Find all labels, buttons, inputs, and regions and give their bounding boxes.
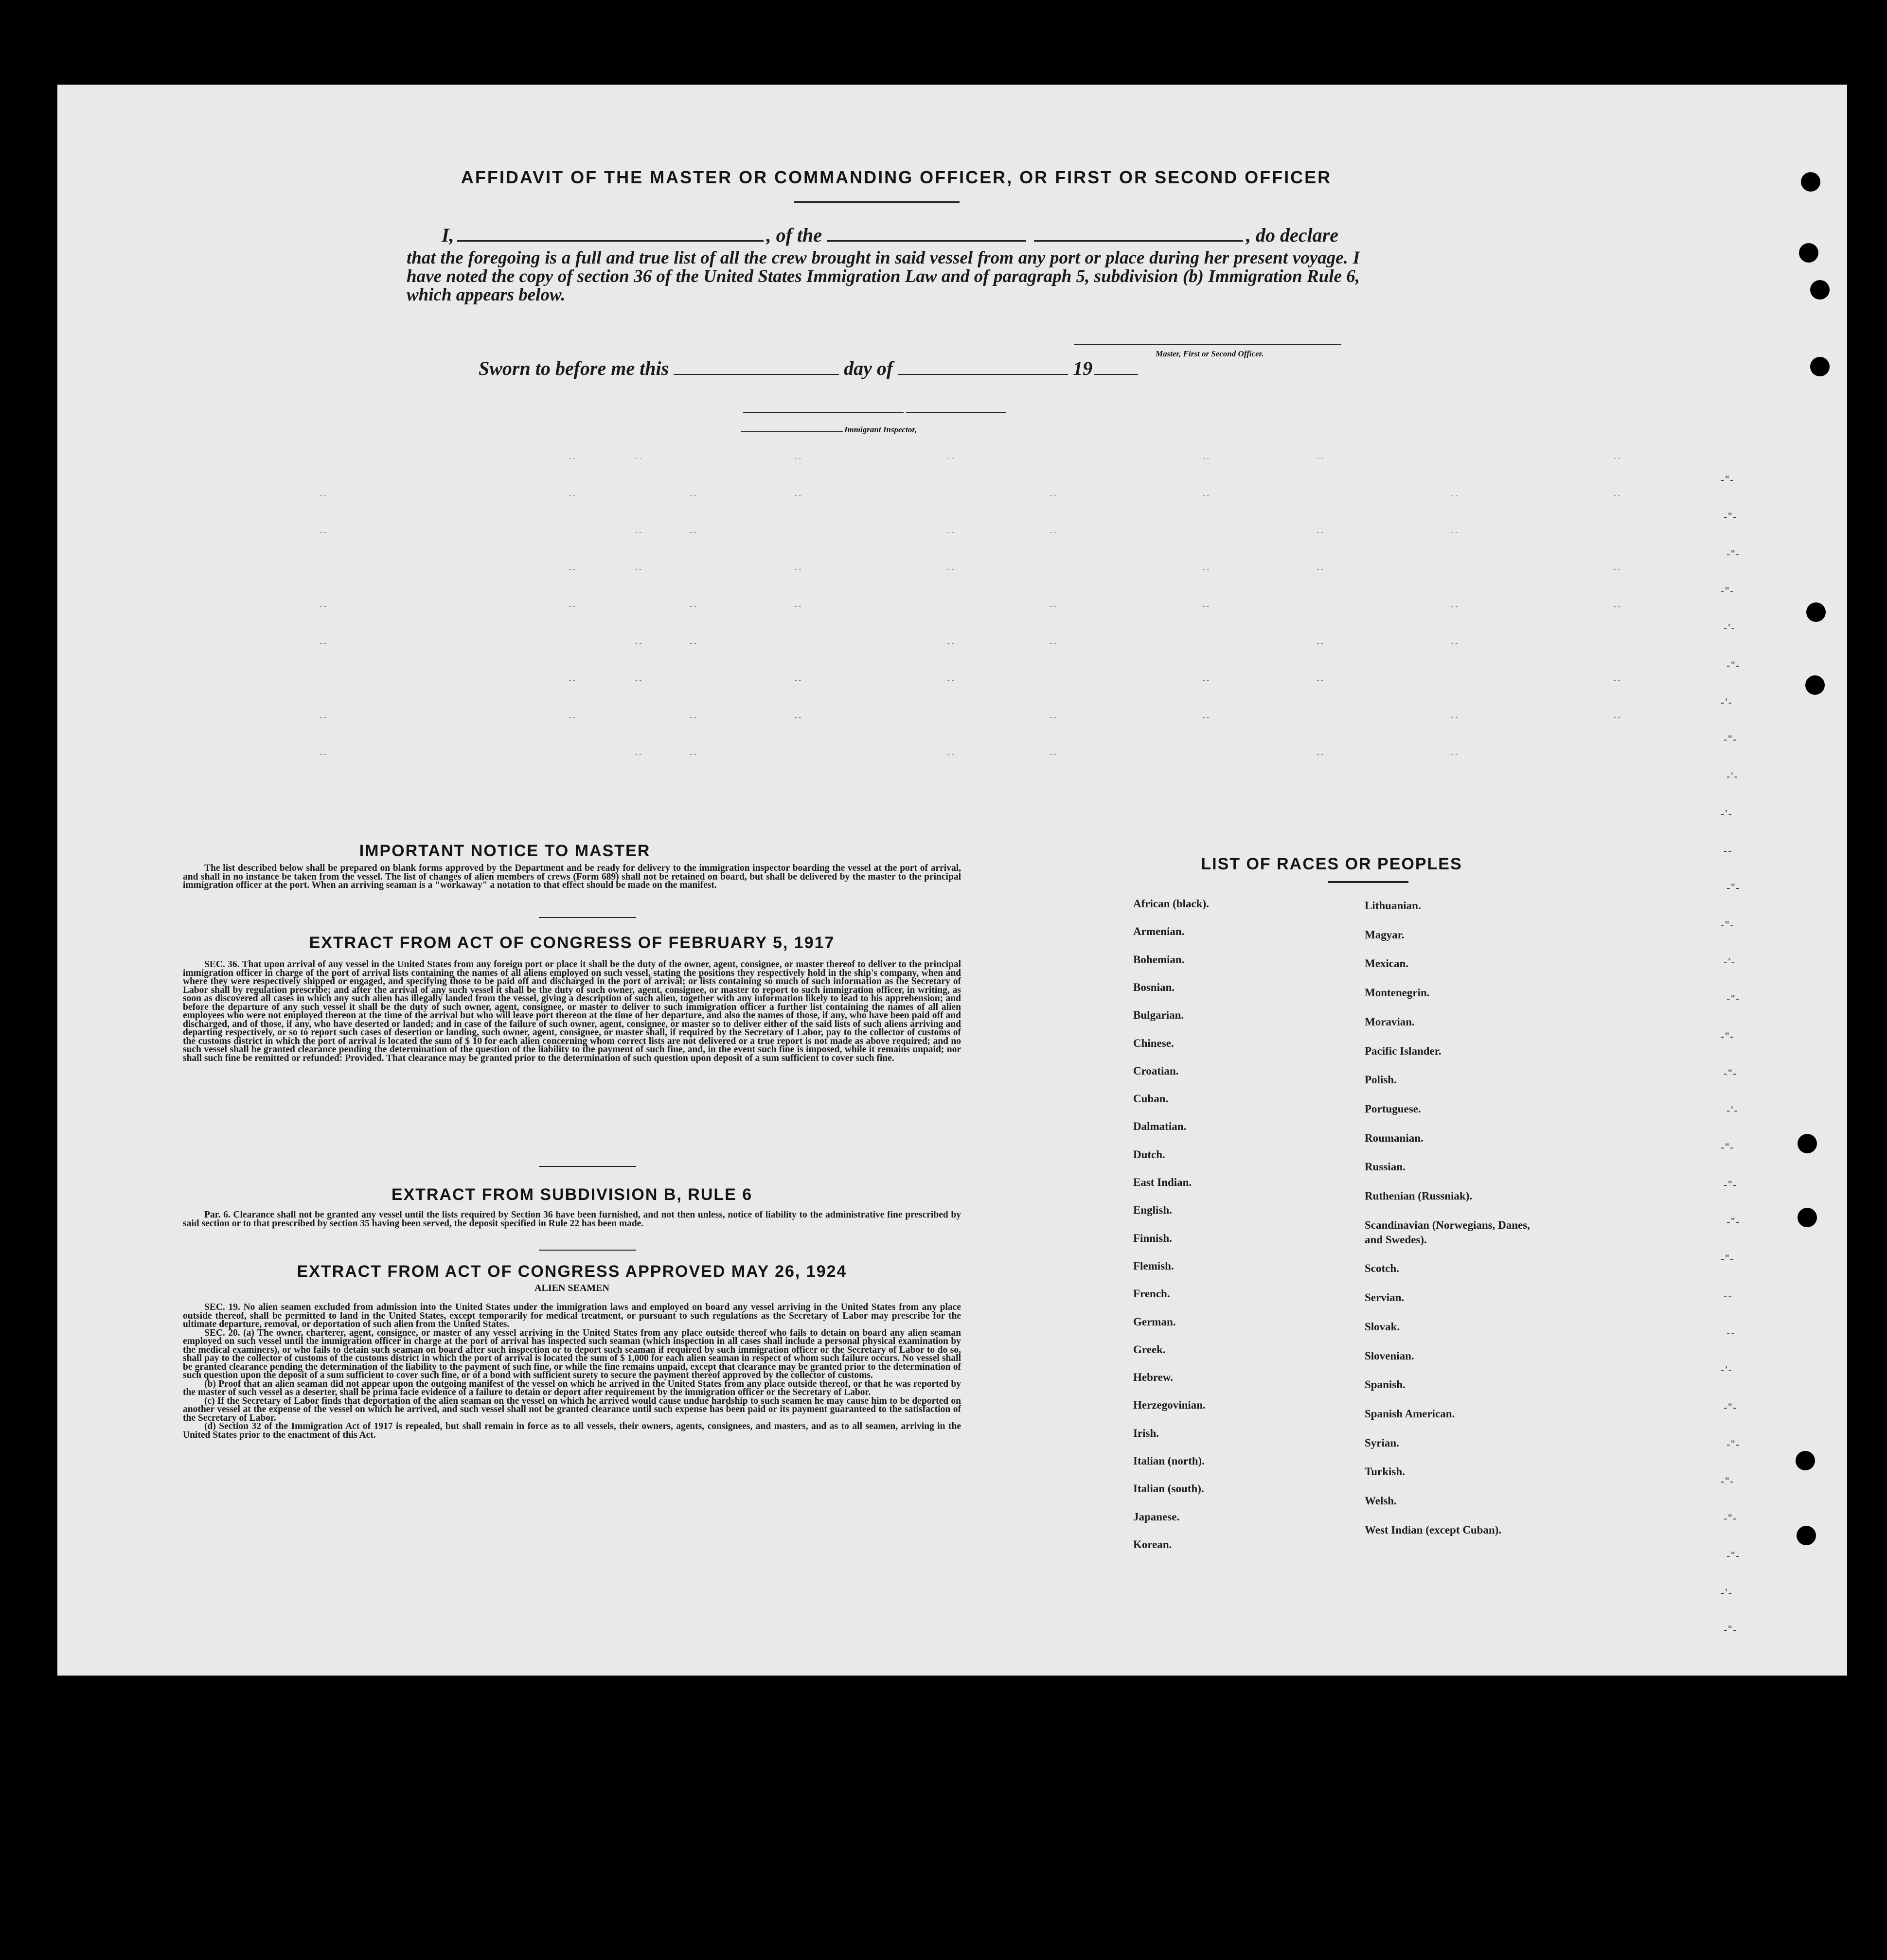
extract-1917-divider xyxy=(539,1166,636,1167)
binder-hole xyxy=(1799,243,1818,263)
ditto-mark: -'- xyxy=(1721,1364,1733,1377)
faint-tick: - - xyxy=(1050,750,1056,758)
ditto-mark: -"- xyxy=(1727,993,1741,1006)
ditto-mark: -'- xyxy=(1721,1587,1733,1599)
sworn-year-field[interactable] xyxy=(1094,374,1138,375)
sworn-label: Sworn to before me this xyxy=(479,357,669,379)
inspector-line-a[interactable] xyxy=(743,412,904,413)
race-item: Dutch. xyxy=(1133,1148,1165,1161)
binder-hole xyxy=(1810,357,1830,376)
sworn-line xyxy=(479,359,1138,378)
rule-6-text xyxy=(183,1211,961,1228)
ditto-mark: -"- xyxy=(1721,1253,1735,1265)
faint-tick: - - xyxy=(1050,491,1056,499)
race-item: African (black). xyxy=(1133,898,1209,910)
race-item: Dalmatian. xyxy=(1133,1120,1187,1133)
binder-hole xyxy=(1801,172,1820,192)
race-item: Finnish. xyxy=(1133,1232,1172,1244)
faint-tick: - - xyxy=(1317,528,1324,536)
extract-1917-title: EXTRACT FROM ACT OF CONGRESS OF FEBRUARY 5, 1917 xyxy=(309,934,835,952)
faint-tick: - - xyxy=(947,750,954,758)
faint-tick: - - xyxy=(1317,565,1324,573)
ditto-mark: -"- xyxy=(1724,733,1738,746)
ditto-mark: -'- xyxy=(1727,1104,1739,1117)
faint-tick: - - xyxy=(635,454,642,462)
ditto-mark: -- xyxy=(1724,845,1733,857)
faint-tick: - - xyxy=(320,639,327,647)
notice-text xyxy=(183,864,961,890)
faint-tick: - - xyxy=(569,676,576,684)
inspector-line-b[interactable] xyxy=(906,412,1006,413)
faint-tick: - - xyxy=(1614,713,1620,721)
section-19-paragraph: SEC. 19. No alien seamen excluded from admission into the United States under the immigration laws and employed on board any vessel arriving in the United States from any place outside thereof, shall be permitted to land in the United States, except temporarily for medical treatment, or pursuant to such regulations as the Secretary of Labor may prescribe for the ultimate departure, removal, or deportation of such alien from the United States. xyxy=(183,1302,961,1329)
race-item: Armenian. xyxy=(1133,925,1185,938)
faint-tick: - - xyxy=(569,713,576,721)
faint-tick: - - xyxy=(947,639,954,647)
faint-tick: - - xyxy=(690,639,696,647)
faint-tick: - - xyxy=(690,713,696,721)
race-item: Italian (south). xyxy=(1133,1483,1204,1495)
faint-tick: - - xyxy=(569,454,576,462)
race-item: Montenegrin. xyxy=(1365,987,1430,999)
faint-tick: - - xyxy=(569,565,576,573)
faint-tick: - - xyxy=(1317,454,1324,462)
binder-hole xyxy=(1797,1526,1816,1545)
race-item: Scotch. xyxy=(1365,1262,1399,1275)
race-item: East Indian. xyxy=(1133,1176,1192,1188)
faint-tick: - - xyxy=(1050,639,1056,647)
faint-tick: - - xyxy=(1451,528,1458,536)
race-item: Ruthenian (Russniak). xyxy=(1365,1190,1473,1202)
races-underline xyxy=(1328,881,1408,883)
ditto-mark: -"- xyxy=(1721,474,1735,486)
faint-tick: - - xyxy=(569,602,576,610)
ditto-mark: -- xyxy=(1724,1289,1733,1302)
faint-tick: - - xyxy=(320,528,327,536)
faint-tick: - - xyxy=(1317,639,1324,647)
form-page xyxy=(57,85,1847,1676)
inspector-label: Immigrant Inspector, xyxy=(844,425,917,434)
ditto-mark: -'- xyxy=(1721,696,1733,708)
ditto-mark: -"- xyxy=(1727,1216,1741,1228)
faint-tick: - - xyxy=(690,491,696,499)
faint-tick: - - xyxy=(1451,750,1458,758)
inspector-line-c[interactable] xyxy=(741,431,843,432)
race-item: Irish. xyxy=(1133,1427,1159,1439)
faint-tick: - - xyxy=(1050,528,1056,536)
faint-tick: - - xyxy=(1451,639,1458,647)
binder-hole xyxy=(1798,1208,1817,1227)
race-item: Cuban. xyxy=(1133,1093,1169,1105)
declare-label: , do declare xyxy=(1246,224,1338,246)
race-item: Bohemian. xyxy=(1133,953,1185,966)
faint-tick: - - xyxy=(690,750,696,758)
faint-tick: - - xyxy=(1203,491,1210,499)
year-prefix: 19 xyxy=(1073,357,1093,379)
faint-tick: - - xyxy=(795,454,801,462)
faint-tick: - - xyxy=(1451,602,1458,610)
faint-tick: - - xyxy=(1451,491,1458,499)
faint-tick: - - xyxy=(795,676,801,684)
race-item: Greek. xyxy=(1133,1343,1166,1356)
ditto-mark: -'- xyxy=(1724,622,1736,635)
binder-hole xyxy=(1796,1451,1815,1470)
ditto-mark: -"- xyxy=(1727,1549,1741,1562)
signature-label: Master, First or Second Officer. xyxy=(1156,349,1264,358)
race-item: Slovak. xyxy=(1365,1320,1400,1333)
notice-title: IMPORTANT NOTICE TO MASTER xyxy=(359,842,651,860)
race-item: Hebrew. xyxy=(1133,1371,1173,1384)
faint-tick: - - xyxy=(1317,750,1324,758)
ditto-mark: -"- xyxy=(1727,1438,1741,1450)
race-item: Welsh. xyxy=(1365,1495,1397,1507)
race-item: Moravian. xyxy=(1365,1015,1415,1028)
title-underline xyxy=(794,201,960,203)
faint-tick: - - xyxy=(1317,676,1324,684)
extract-1924-title: EXTRACT FROM ACT OF CONGRESS APPROVED MAY 26, 1924 xyxy=(297,1262,847,1281)
race-item: Japanese. xyxy=(1133,1510,1180,1523)
race-item: Spanish American. xyxy=(1365,1407,1455,1420)
races-title: LIST OF RACES OR PEOPLES xyxy=(1201,855,1462,873)
race-item: Magyar. xyxy=(1365,928,1405,941)
section-20d-paragraph: (d) Section 32 of the Immigration Act of 1917 is repealed, but shall remain in force as to all vessels, their owners, agents, consignees, and masters, and as to all seamen, arriving in the United States prior to the enactment of this Act. xyxy=(183,1421,961,1440)
binder-hole xyxy=(1798,1134,1817,1153)
race-item: Polish. xyxy=(1365,1074,1397,1086)
extract-1917-text xyxy=(183,960,961,1062)
faint-tick: - - xyxy=(1451,713,1458,721)
race-item: French. xyxy=(1133,1288,1170,1300)
affidavit-body: that the foregoing is a full and true list of all the crew brought in said vessel from any port or place during her present voyage. I have noted the copy of section 36 of the United States Immigration Law and of paragraph 5, subdivision (b) Immigration Rule 6, which appears below. xyxy=(407,248,1360,305)
section-20a-paragraph: SEC. 20. (a) The owner, charterer, agent, consignee, or master of any vessel arriving in the United States from any place outside thereof who fails to detain on board any alien seaman employed on such vessel until the immigration officer in charge at the port of arrival has inspected such seaman (which inspection in all cases shall include a personal physical examination by the medical examiners), or who fails to detain such seaman on board after such inspection or to deport such seaman if required by such immigration officer or the Secretary of Labor to do so, shall pay to the collector of customs of the customs district in which the port of arrival is located the sum of $ 1,000 for each alien seaman in respect of whom such failure occurs. No vessel shall be granted clearance pending the determination of the liability to the payment of such fine, or while the fine remains unpaid, except that clearance may be granted prior to the determination of such question upon the deposit of a sum sufficient to cover such fine, or of a bond with sufficient surety to secure the payment thereof approved by the collector of customs. xyxy=(183,1327,961,1380)
ditto-mark: -"- xyxy=(1724,1512,1738,1525)
faint-tick: - - xyxy=(690,602,696,610)
extract-1924-text xyxy=(183,1303,961,1439)
ditto-mark: -"- xyxy=(1721,1141,1735,1154)
section-36-paragraph: SEC. 36. That upon arrival of any vessel in the United States from any foreign port or place it shall be the duty of the owner, agent, consignee, or master thereof to deliver to the principal immigration officer in charge of the port of arrival lists containing the names of all aliens employed on such vessel, stating the positions they respectively hold in the ship's company, when and where they were respectively shipped or engaged, and specifying those to be paid off and discharged in the port of arrival; or lists containing so much of such information as the Secretary of Labor shall by regulation prescribe; and after the arrival of any such vessel it shall be the duty of such owner, agent, consignee, or master to report to such immigration officer, in writing, as soon as discovered all cases in which any such alien has illegally landed from the vessel, giving a description of such alien, together with any information likely to lead to his apprehension; and before the departure of any such vessel it shall be the duty of such owner, agent, consignee, or master to deliver to such immigration officer a further list containing the names of all alien employees who were not employed thereon at the time of the arrival but who will leave port thereon at the time of her departure, and also the names of those, if any, who have been paid off and discharged, and of those, if any, who have deserted or landed; and in case of the failure of such owner, agent, consignee, or master so to deliver either of the said lists of such aliens arriving and departing respectively, or so to report such cases of desertion or landing, such owner, agent, consignee, or master shall, if required by the Secretary of Labor, pay to the collector of customs of the customs district in which the port of arrival is located the sum of $ 10 for each alien concerning whom correct lists are not delivered or a true report is not made as above required; and no such vessel shall be granted clearance pending the determination of the question of the liability to the payment of such fine, and, in the event such fine is imposed, while it remains unpaid; nor shall such fine be remitted or refunded: Provided. That clearance may be granted prior to the determination of such question upon deposit of a sum sufficient to cover such fine. xyxy=(183,959,961,1063)
faint-tick: - - xyxy=(1203,713,1210,721)
ditto-mark: -'- xyxy=(1727,770,1739,783)
race-item: Russian. xyxy=(1365,1161,1406,1173)
faint-tick: - - xyxy=(947,565,954,573)
faint-tick: - - xyxy=(947,676,954,684)
binder-hole xyxy=(1806,602,1826,622)
faint-tick: - - xyxy=(1203,676,1210,684)
faint-tick: - - xyxy=(1614,602,1620,610)
race-item: Chinese. xyxy=(1133,1037,1174,1049)
race-item: Turkish. xyxy=(1365,1466,1405,1478)
faint-tick: - - xyxy=(569,491,576,499)
faint-tick: - - xyxy=(1203,565,1210,573)
faint-tick: - - xyxy=(1203,454,1210,462)
faint-tick: - - xyxy=(795,565,801,573)
ditto-mark: -"- xyxy=(1724,511,1738,523)
ditto-mark: -"- xyxy=(1724,1624,1738,1636)
race-item: Flemish. xyxy=(1133,1259,1174,1272)
race-item: West Indian (except Cuban). xyxy=(1365,1523,1502,1536)
faint-tick: - - xyxy=(635,565,642,573)
ditto-mark: -"- xyxy=(1721,1030,1735,1042)
ditto-mark: -"- xyxy=(1727,547,1741,560)
faint-tick: - - xyxy=(320,491,327,499)
race-item: Roumanian. xyxy=(1365,1131,1424,1144)
faint-tick: - - xyxy=(1614,454,1620,462)
ditto-mark: -"- xyxy=(1721,1475,1735,1488)
race-item: Croatian. xyxy=(1133,1064,1179,1077)
sworn-month-field[interactable] xyxy=(898,374,1068,375)
faint-tick: - - xyxy=(635,750,642,758)
ditto-mark: -"- xyxy=(1724,1067,1738,1079)
faint-tick: - - xyxy=(795,491,801,499)
faint-tick: - - xyxy=(635,676,642,684)
race-item: Pacific Islander. xyxy=(1365,1044,1442,1057)
race-item: Slovenian. xyxy=(1365,1349,1414,1362)
declarant-name-field[interactable] xyxy=(457,240,764,242)
race-item: Korean. xyxy=(1133,1538,1172,1551)
rule-6-divider xyxy=(539,1250,636,1251)
affidavit-line1 xyxy=(442,226,1338,245)
race-item: Bosnian. xyxy=(1133,981,1175,993)
faint-tick: - - xyxy=(635,639,642,647)
ditto-mark: -"- xyxy=(1724,1401,1738,1413)
ditto-mark: -"- xyxy=(1727,659,1741,671)
faint-tick: - - xyxy=(1614,565,1620,573)
race-item: Bulgarian. xyxy=(1133,1009,1184,1022)
day-of-label: day of xyxy=(844,357,893,379)
section-20b-paragraph: (b) Proof that an alien seaman did not appear upon the outgoing manifest of the vessel on which he arrived in the United States from any place outside thereof, or that he was reported by the master of such vessel as a deserter, shall be prima facie evidence of a failure to detain or deport after requirement by the immigration officer or the Secretary of Labor. xyxy=(183,1378,961,1397)
faint-tick: - - xyxy=(320,602,327,610)
faint-tick: - - xyxy=(320,750,327,758)
sworn-day-field[interactable] xyxy=(674,374,839,375)
faint-tick: - - xyxy=(1614,491,1620,499)
faint-tick: - - xyxy=(947,528,954,536)
faint-tick: - - xyxy=(690,528,696,536)
of-the-label: , of the xyxy=(766,224,822,246)
faint-tick: - - xyxy=(795,713,801,721)
notice-paragraph: The list described below shall be prepared on blank forms approved by the Department and be ready for delivery to the immigration inspector boarding the vessel at the port of arrival, and shall in no instance be taken from the vessel. The list of changes of alien members of crews (Form 689) shall not be retained on board, but shall be delivered by the master to the principal immigration officer at the port. When an arriving seaman is a "workaway" a notation to that effect should be made on the manifest. xyxy=(183,863,961,890)
faint-tick: - - xyxy=(1050,713,1056,721)
ditto-mark: -"- xyxy=(1724,1178,1738,1191)
faint-tick: - - xyxy=(795,602,801,610)
faint-tick: - - xyxy=(1203,602,1210,610)
alien-seamen-subtitle: ALIEN SEAMEN xyxy=(534,1283,609,1293)
faint-tick: - - xyxy=(1050,602,1056,610)
paragraph-6: Par. 6. Clearance shall not be granted any vessel until the lists required by Section 36 have been furnished, and not then unless, notice of liability to the administrative fine prescribed by said section or to that prescribed by section 35 having been served, the deposit specified in Rule 22 has been made. xyxy=(183,1210,961,1229)
race-item: Servian. xyxy=(1365,1291,1405,1304)
race-item: Syrian. xyxy=(1365,1436,1399,1449)
faint-tick: - - xyxy=(1614,676,1620,684)
binder-hole xyxy=(1810,280,1830,300)
race-item: German. xyxy=(1133,1315,1176,1328)
section-20c-paragraph: (c) If the Secretary of Labor finds that deportation of the alien seaman on the vessel on which he arrived would cause undue hardship to such seamen he may cause him to be deported on another vessel at the expense of the vessel on which he arrived, and such vessel shall not be granted clearance until such expense has been paid or its payment guaranteed to the satisfaction of the Secretary of Labor. xyxy=(183,1395,961,1423)
race-item: Spanish. xyxy=(1365,1378,1406,1391)
race-item: Lithuanian. xyxy=(1365,900,1421,912)
ditto-mark: -"- xyxy=(1727,882,1741,894)
declarant-label: I, xyxy=(442,224,454,246)
ditto-mark: -"- xyxy=(1721,918,1735,931)
affidavit-title: AFFIDAVIT OF THE MASTER OR COMMANDING OFFICER, OR FIRST OR SECOND OFFICER xyxy=(461,167,1332,187)
notice-divider xyxy=(539,917,636,918)
binder-hole xyxy=(1805,675,1825,695)
ditto-mark: -"- xyxy=(1721,584,1735,597)
faint-tick: - - xyxy=(320,713,327,721)
race-item: Mexican. xyxy=(1365,957,1409,970)
vessel-name-field[interactable] xyxy=(1034,240,1243,242)
faint-tick: - - xyxy=(635,528,642,536)
rule-6-title: EXTRACT FROM SUBDIVISION B, RULE 6 xyxy=(391,1185,753,1204)
race-item: Herzegovinian. xyxy=(1133,1399,1206,1412)
signature-line[interactable] xyxy=(1074,344,1341,345)
position-field[interactable] xyxy=(827,240,1026,242)
race-item: Portuguese. xyxy=(1365,1102,1421,1115)
ditto-mark: -'- xyxy=(1721,807,1733,820)
faint-tick: - - xyxy=(947,454,954,462)
ditto-mark: -- xyxy=(1727,1326,1736,1339)
race-item: Italian (north). xyxy=(1133,1455,1205,1467)
ditto-mark: -'- xyxy=(1724,955,1736,968)
race-item: English. xyxy=(1133,1204,1172,1217)
race-item: Scandinavian (Norwegians, Danes, and Swedes). xyxy=(1365,1218,1530,1246)
